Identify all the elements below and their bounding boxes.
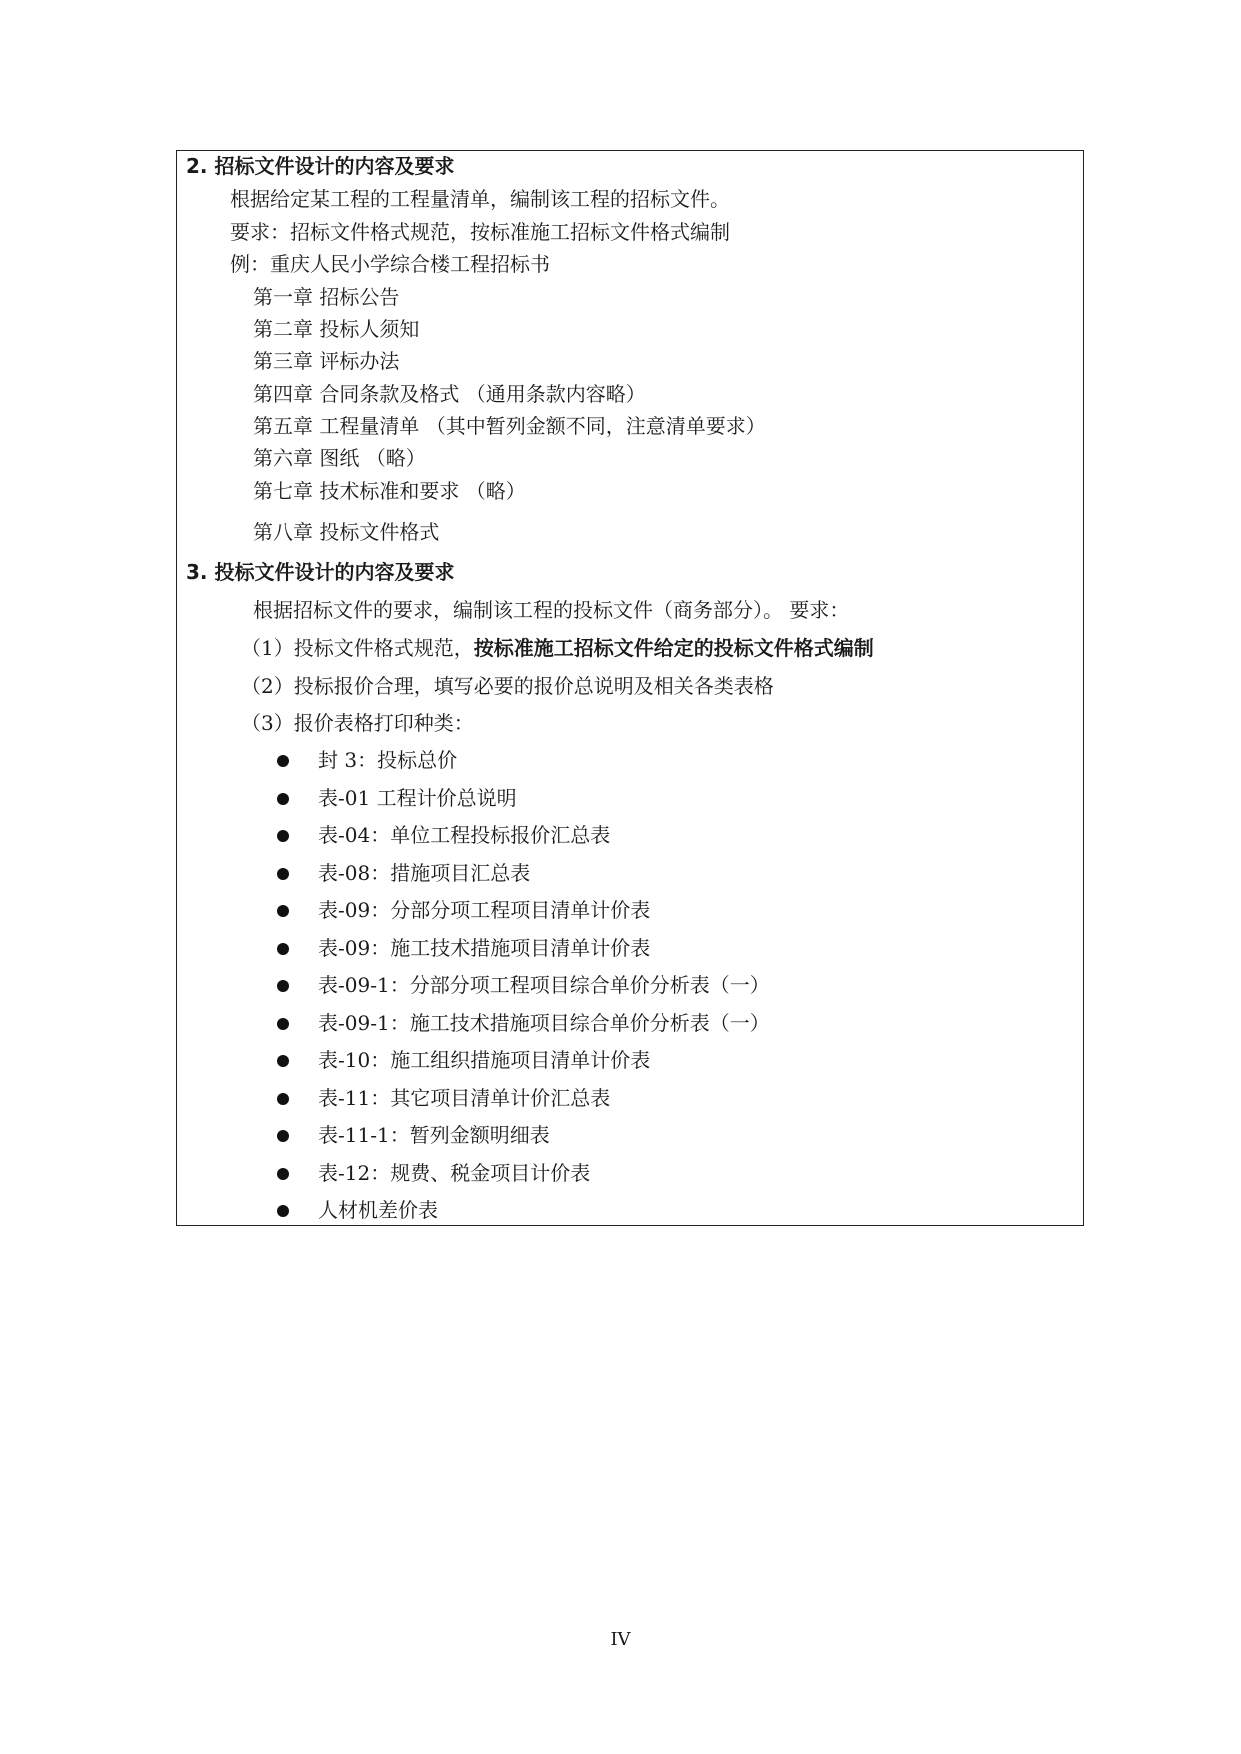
- chapter-item: 第八章 投标文件格式: [253, 520, 440, 544]
- section3-intro: 根据招标文件的要求，编制该工程的投标文件（商务部分）。 要求：: [253, 598, 850, 622]
- requirement-1-bold: 按标准施工招标文件给定的投标文件格式编制: [473, 636, 874, 660]
- bullet-dot: [277, 980, 289, 992]
- requirement-1: [241, 634, 874, 662]
- chapter-item: 第四章 合同条款及格式 （通用条款内容略）: [253, 382, 646, 406]
- list-item: 人材机差价表: [318, 1198, 438, 1222]
- list-item: 表-11：其它项目清单计价汇总表: [318, 1086, 611, 1110]
- bullet-dot: [277, 793, 289, 805]
- chapter-item: 第一章 招标公告: [253, 285, 400, 309]
- list-item: 表-09：分部分项工程项目清单计价表: [318, 898, 651, 922]
- section2-heading: 2. 招标文件设计的内容及要求: [186, 154, 455, 178]
- chapter-item: 第二章 投标人须知: [253, 317, 420, 341]
- page-number: IV: [610, 1629, 631, 1650]
- list-item: 表-09：施工技术措施项目清单计价表: [318, 936, 651, 960]
- list-item: 封 3：投标总价: [318, 748, 458, 772]
- bullet-dot: [277, 868, 289, 880]
- section2-para1: 根据给定某工程的工程量清单，编制该工程的招标文件。: [230, 187, 730, 211]
- chapter-item: 第六章 图纸 （略）: [253, 446, 426, 470]
- requirement-2: （2）投标报价合理，填写必要的报价总说明及相关各类表格: [241, 674, 774, 698]
- list-item: 表-01 工程计价总说明: [318, 786, 517, 810]
- list-item: 表-10：施工组织措施项目清单计价表: [318, 1048, 651, 1072]
- bullet-dot: [277, 905, 289, 917]
- requirement-1-prefix: （1）投标文件格式规范，: [241, 636, 474, 660]
- bullet-dot: [277, 1055, 289, 1067]
- list-item: 表-09-1：施工技术措施项目综合单价分析表（一）: [318, 1011, 770, 1035]
- chapter-item: 第七章 技术标准和要求 （略）: [253, 479, 526, 503]
- section2-para2: 要求：招标文件格式规范，按标准施工招标文件格式编制: [230, 220, 730, 244]
- list-item: 表-04：单位工程投标报价汇总表: [318, 823, 611, 847]
- requirement-3: （3）报价表格打印种类：: [241, 711, 474, 735]
- list-item: 表-08：措施项目汇总表: [318, 861, 531, 885]
- bullet-dot: [277, 1018, 289, 1030]
- list-item: 表-11-1：暂列金额明细表: [318, 1123, 550, 1147]
- bullet-dot: [277, 1168, 289, 1180]
- bullet-dot: [277, 1205, 289, 1217]
- bullet-dot: [277, 755, 289, 767]
- section2-para3: 例：重庆人民小学综合楼工程招标书: [230, 252, 550, 276]
- bullet-dot: [277, 830, 289, 842]
- chapter-item: 第三章 评标办法: [253, 349, 400, 373]
- bullet-dot: [277, 1130, 289, 1142]
- section3-heading: 3. 投标文件设计的内容及要求: [186, 560, 455, 584]
- list-item: 表-09-1：分部分项工程项目综合单价分析表（一）: [318, 973, 770, 997]
- bullet-dot: [277, 1093, 289, 1105]
- list-item: 表-12：规费、税金项目计价表: [318, 1161, 591, 1185]
- chapter-item: 第五章 工程量清单 （其中暂列金额不同，注意清单要求）: [253, 414, 766, 438]
- bullet-dot: [277, 943, 289, 955]
